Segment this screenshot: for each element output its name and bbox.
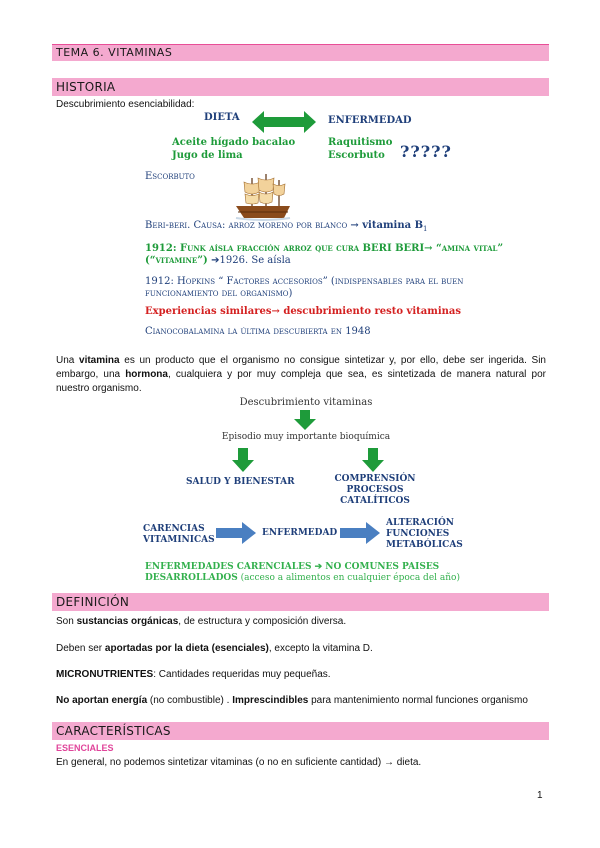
ship-icon — [232, 172, 294, 222]
car-line2: VITAMINICAS — [143, 535, 215, 545]
historia-intro: Descubrimiento esenciabilidad: — [56, 99, 195, 110]
def4-a: No aportan energía — [56, 695, 148, 706]
hopkins-text — [145, 276, 463, 300]
def1-c: , de estructura y composición diversa. — [178, 616, 347, 627]
tema-title: TEMA 6. VITAMINAS — [56, 46, 173, 59]
def4-d: para mantenimiento normal funciones organismo — [308, 695, 528, 706]
escorbuto-heading: Escorbuto — [145, 171, 195, 182]
definicion-band — [52, 593, 549, 611]
alt-line1: ALTERACIÓN — [386, 518, 455, 528]
right-arrow-2-icon — [340, 522, 380, 544]
vitamina-paragraph — [56, 354, 546, 396]
ciano-text: Cianocobalamina la última descubierta en 1948 — [145, 326, 371, 337]
def2-c: , excepto la vitamina D. — [268, 643, 373, 654]
beri-cause: Beri-beri. Causa: arroz moreno por blanco — [145, 220, 348, 231]
def4-b: (no combustible) . — [147, 695, 233, 706]
caracteristicas-band — [52, 722, 549, 740]
page-number: 1 — [537, 790, 543, 801]
flow-episodio: Episodio muy importante bioquímica — [221, 432, 391, 442]
raquitismo-text: Raquitismo — [328, 137, 393, 148]
comp-line2: PROCESOS — [346, 485, 404, 495]
alt-line2: FUNCIONES — [386, 529, 450, 539]
flow-enfermedad: ENFERMEDAD — [262, 528, 338, 538]
def1-b: sustancias orgánicas — [76, 616, 179, 627]
historia-title: HISTORIA — [56, 80, 116, 94]
hopkins-line1: 1912: Hopkins “ Factores accesorios” (indispensables para el buen — [145, 276, 464, 287]
funk-text — [145, 243, 503, 267]
funk-1926: ➔1926. Se aísla — [211, 255, 291, 266]
historia-band — [52, 78, 549, 96]
beri-vitamin: → vitamina B — [350, 220, 424, 231]
beri-sub: 1 — [423, 225, 428, 233]
enf-car-line1: ENFERMEDADES CARENCIALES ➔ NO COMUNES PAISES — [145, 562, 440, 572]
flow-comprension — [330, 474, 420, 507]
aceite-text: Aceite hígado bacalao — [172, 137, 296, 148]
escorbuto-text: Escorbuto — [328, 150, 385, 161]
def-line1 — [56, 615, 346, 628]
def2-b: aportadas por la dieta (esenciales) — [104, 643, 269, 654]
para-part2: es un producto que el organismo no consigue sintetizar y, por ello, debe ser ingerida. Sin embargo, una — [56, 355, 546, 380]
def3-a: MICRONUTRIENTES — [56, 669, 154, 680]
experiencias-text: Experiencias similares→ descubrimiento resto vitaminas — [145, 306, 462, 317]
right-arrow-1-icon — [216, 522, 256, 544]
def1-a: Son — [56, 616, 77, 627]
def-line3 — [56, 668, 331, 681]
funk-line1: 1912: Funk aísla fracción arroz que cura BERI BERI→ “amina vital” — [145, 243, 504, 254]
caracteristicas-title: CARACTERÍSTICAS — [56, 724, 171, 738]
funk-line2 — [145, 255, 503, 267]
flow-alteracion — [386, 518, 463, 551]
tema-band — [52, 45, 549, 61]
comp-line1: COMPRENSIÓN — [334, 474, 416, 484]
def4-c: Imprescindibles — [232, 695, 309, 706]
comp-line3: CATALÍTICOS — [340, 496, 410, 506]
def3-b: : Cantidades requeridas muy pequeñas. — [153, 669, 331, 680]
caracteristicas-line: En general, no podemos sintetizar vitaminas (o no en suficiente cantidad) → dieta. — [56, 757, 422, 768]
def-line2 — [56, 642, 373, 655]
down-arrow-right-icon — [362, 448, 384, 472]
flow-salud: SALUD Y BIENESTAR — [186, 477, 295, 487]
flow-carencias — [143, 524, 215, 546]
funk-vitamine: (“vitamine”) — [145, 255, 208, 266]
question-marks: ????? — [400, 142, 452, 161]
enfermedad-label: ENFERMEDAD — [328, 115, 412, 126]
flow-enf-carenciales — [145, 562, 460, 584]
definicion-title: DEFINICIÓN — [56, 595, 130, 609]
down-arrow-icon — [294, 410, 316, 430]
enf-car-desarrollados: DESARROLLADOS — [145, 573, 238, 583]
para-part1: Una — [56, 355, 80, 366]
def-line4 — [56, 694, 528, 707]
beri-line — [145, 220, 428, 233]
esenciales-subtitle: ESENCIALES — [56, 743, 114, 753]
para-vitamina: vitamina — [79, 355, 120, 366]
jugo-text: Jugo de lima — [172, 150, 243, 161]
enf-car-line2 — [145, 573, 460, 584]
def2-a: Deben ser — [56, 643, 105, 654]
dieta-label: DIETA — [204, 112, 240, 123]
para-part3: , cualquiera y por muy compleja que sea, es sintetizada de manera natural por nuestro organismo. — [56, 369, 546, 394]
enf-car-acceso: (acceso a alimentos en cualquier época del año) — [237, 573, 460, 583]
down-arrow-left-icon — [232, 448, 254, 472]
alt-line3: METABÓLICAS — [386, 540, 463, 550]
flow-descubrimiento: Descubrimiento vitaminas — [239, 397, 373, 408]
double-arrow-icon — [252, 111, 316, 133]
car-line1: CARENCIAS — [143, 524, 205, 534]
para-hormona: hormona — [125, 369, 168, 380]
hopkins-line2: funcionamiento del organismo) — [145, 288, 293, 299]
